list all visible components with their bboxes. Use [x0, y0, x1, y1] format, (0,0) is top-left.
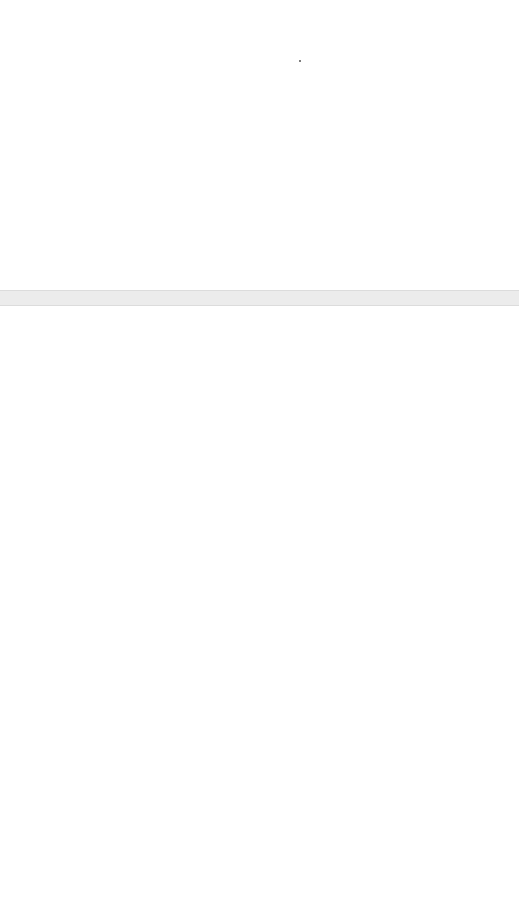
cut-off-entry: [0, 318, 519, 330]
document-page-top: [0, 0, 519, 290]
appointment-list-bottom: [0, 306, 519, 318]
document-page-bottom: [0, 306, 519, 908]
scan-speck: [299, 60, 301, 62]
appointment-list-top: [0, 0, 519, 4]
page-separator: [0, 290, 519, 306]
